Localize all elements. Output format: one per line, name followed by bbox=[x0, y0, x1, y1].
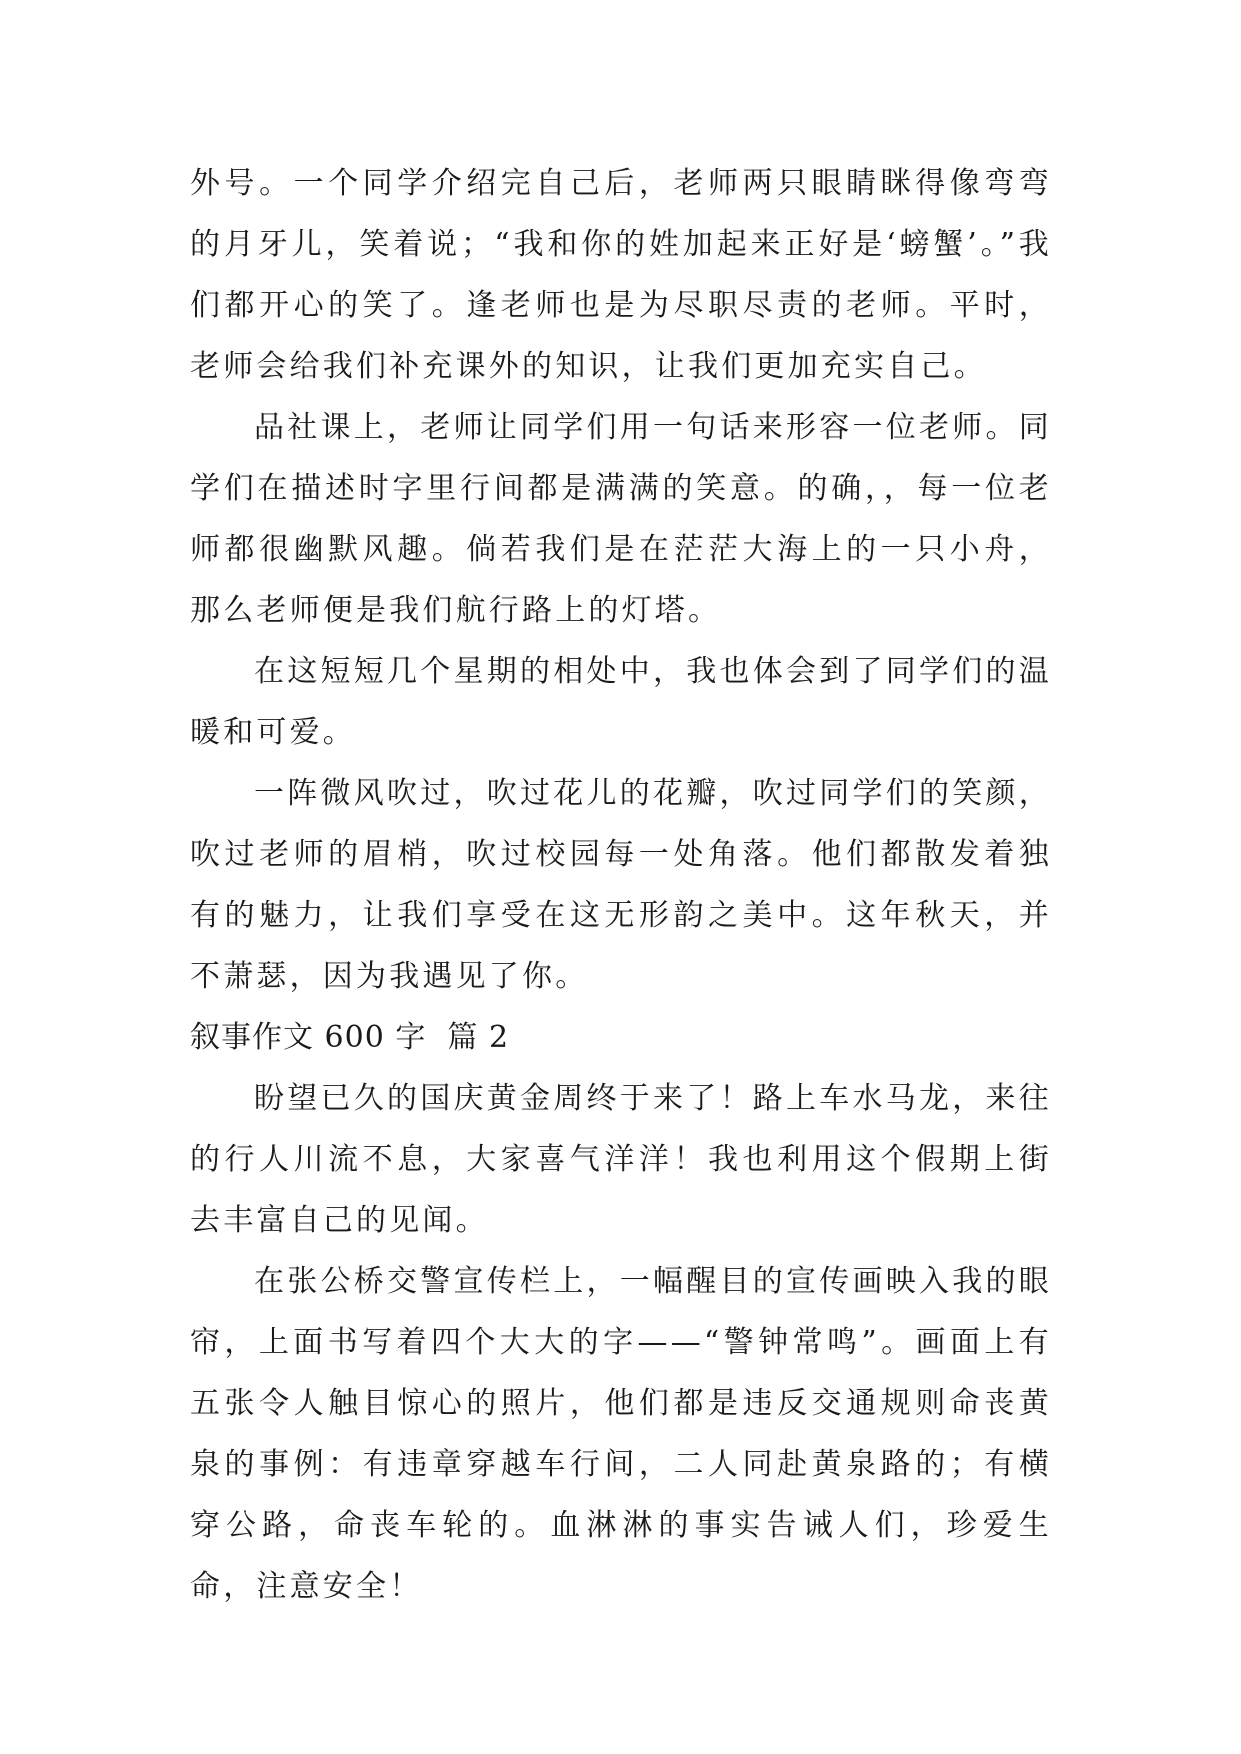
paragraph: 在这短短几个星期的相处中，我也体会到了同学们的温暖和可爱。 bbox=[190, 654, 1052, 750]
section-heading bbox=[190, 1007, 1052, 1068]
paragraph: 盼望已久的国庆黄金周终于来了！路上车水马龙，来往的行人川流不息，大家喜气洋洋！我也利用这个假期上街去丰富自己的见闻。 bbox=[190, 1081, 1052, 1238]
paragraph: 在张公桥交警宣传栏上，一幅醒目的宣传画映入我的眼帘，上面书写着四个大大的字——“警钟常鸣”。画面上有五张令人触目惊心的照片，他们都是违反交通规则命丧黄泉的事例：有违章穿越车行间，二人同赴黄泉路的；有横穿公路，命丧车轮的。血淋淋的事实告诫人们，珍爱生命，注意安全！ bbox=[190, 1264, 1052, 1604]
paragraph: 外号。一个同学介绍完自己后，老师两只眼睛眯得像弯弯的月牙儿，笑着说；“我和你的姓加起来正好是‘螃蟹’。”我们都开心的笑了。逢老师也是为尽职尽责的老师。平时，老师会给我们补充课外的知识，让我们更加充实自己。 bbox=[190, 166, 1052, 384]
paragraph: 一阵微风吹过，吹过花儿的花瓣，吹过同学们的笑颜，吹过老师的眉梢，吹过校园每一处角落。他们都散发着独有的魅力，让我们享受在这无形韵之美中。这年秋天，并不萧瑟，因为我遇见了你。 bbox=[190, 776, 1052, 994]
section-heading-text: 叙事作文 600 字 篇 2 bbox=[190, 1020, 510, 1055]
essay-body bbox=[190, 153, 1052, 1617]
paragraph: 品社课上，老师让同学们用一句话来形容一位老师。同学们在描述时字里行间都是满满的笑意。的确，，每一位老师都很幽默风趣。倘若我们是在茫茫大海上的一只小舟，那么老师便是我们航行路上的灯塔。 bbox=[190, 410, 1052, 628]
